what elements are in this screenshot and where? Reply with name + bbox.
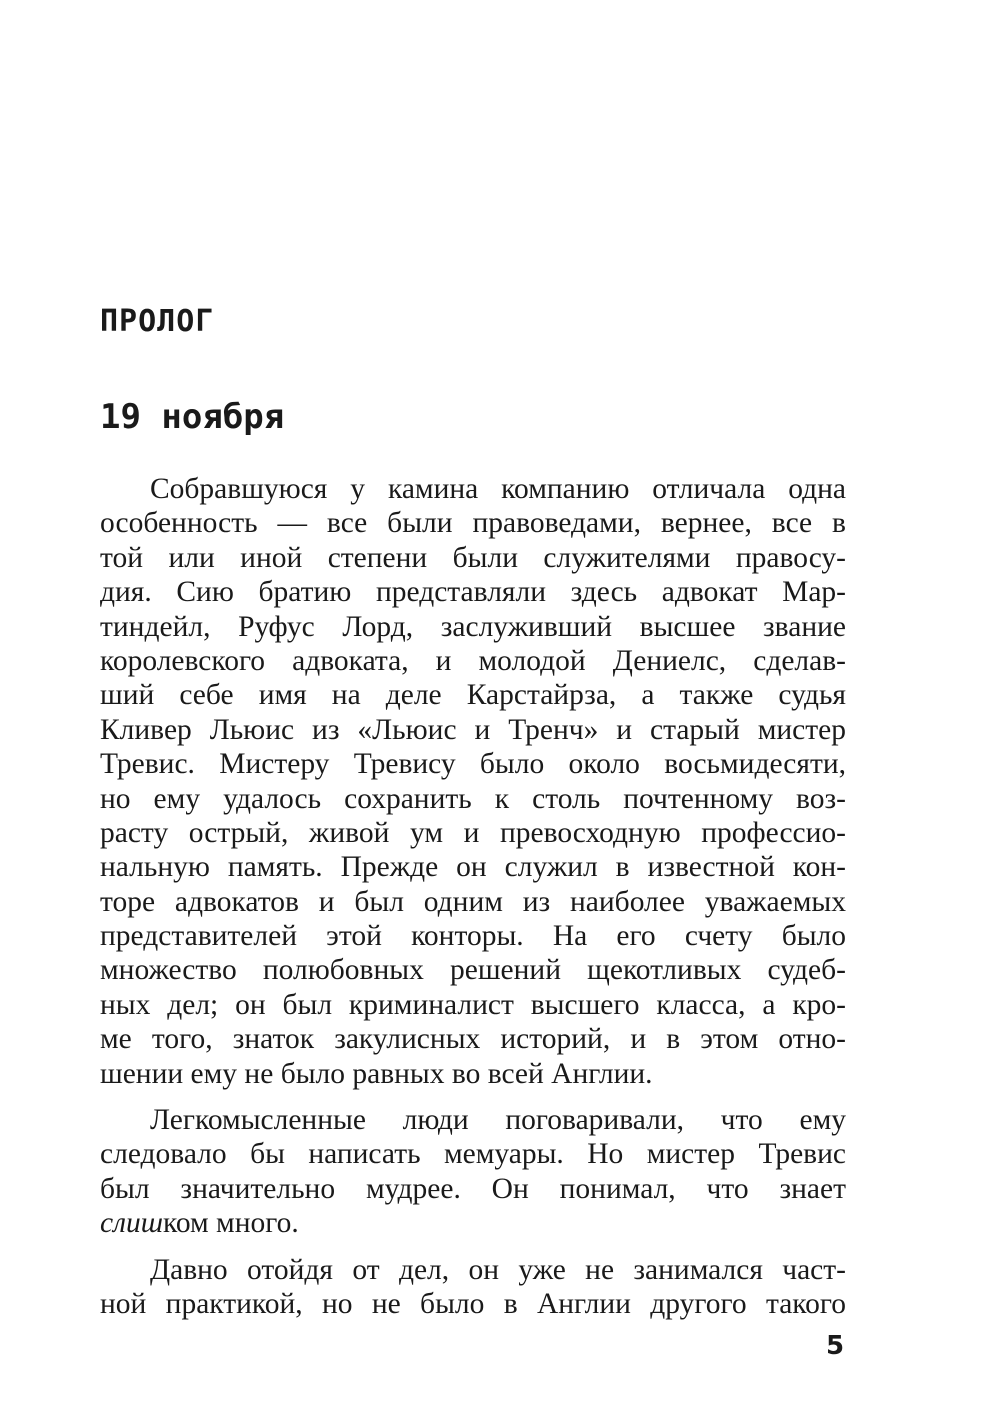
text-fragment: ком много. [162,1207,299,1240]
text-line: торе адвокатов и был одним из наиболее уважаемых [100,885,846,918]
text-line: множество полюбовных решений щекотливых судеб- [100,954,846,987]
emphasis-text: слиш [100,1207,163,1240]
text-line: ных дел; он был криминалист высшего класса, а кро- [100,988,846,1021]
page-number: 5 [826,1331,845,1361]
text-line: но ему удалось сохранить к столь почтенному воз- [100,782,846,815]
body-text [100,472,846,1333]
text-line: Давно отойдя от дел, он уже не занимался част- [150,1253,846,1286]
text-line: Легкомысленные люди поговаривали, что ему [150,1104,846,1137]
paragraph-3 [100,1253,846,1322]
paragraph-2 [100,1103,846,1241]
text-line: той или иной степени были служителями правосу- [100,541,846,574]
text-line: дия. Сию братию представляли здесь адвокат Мар- [100,576,846,609]
text-line: Собравшуюся у камина компанию отличала одна [150,473,846,505]
text-line [100,1206,846,1240]
date-heading: 19 ноября [100,397,285,437]
text-line: нальную память. Прежде он служил в известной кон- [100,851,846,884]
chapter-title: ПРОЛОГ [100,304,215,339]
text-line: расту острый, живой ум и превосходную профессио- [100,816,846,849]
text-line: тиндейл, Руфус Лорд, заслуживший высшее звание [100,610,846,643]
text-line: ший себе имя на деле Карстайрза, а также судья [100,679,846,712]
text-line: королевского адвоката, и молодой Дениелс, сделав- [100,644,846,677]
text-line: ме того, знаток закулисных историй, и в этом отно- [100,1023,846,1056]
text-line: особенность — все были правоведами, вернее, все в [100,507,846,540]
text-line: был значительно мудрее. Он понимал, что знает [100,1172,846,1205]
text-line: Кливер Льюис из «Льюис и Тренч» и старый мистер [100,713,846,746]
text-line: следовало бы написать мемуары. Но мистер Тревис [100,1138,846,1171]
text-line: ной практикой, но не было в Англии другого такого [100,1287,846,1320]
text-line: шении ему не было равных во всей Англии. [100,1057,653,1090]
paragraph-1 [100,472,846,1091]
text-line: Тревис. Мистеру Тревису было около восьмидесяти, [100,748,846,781]
text-line: представителей этой конторы. На его счету было [100,920,846,953]
